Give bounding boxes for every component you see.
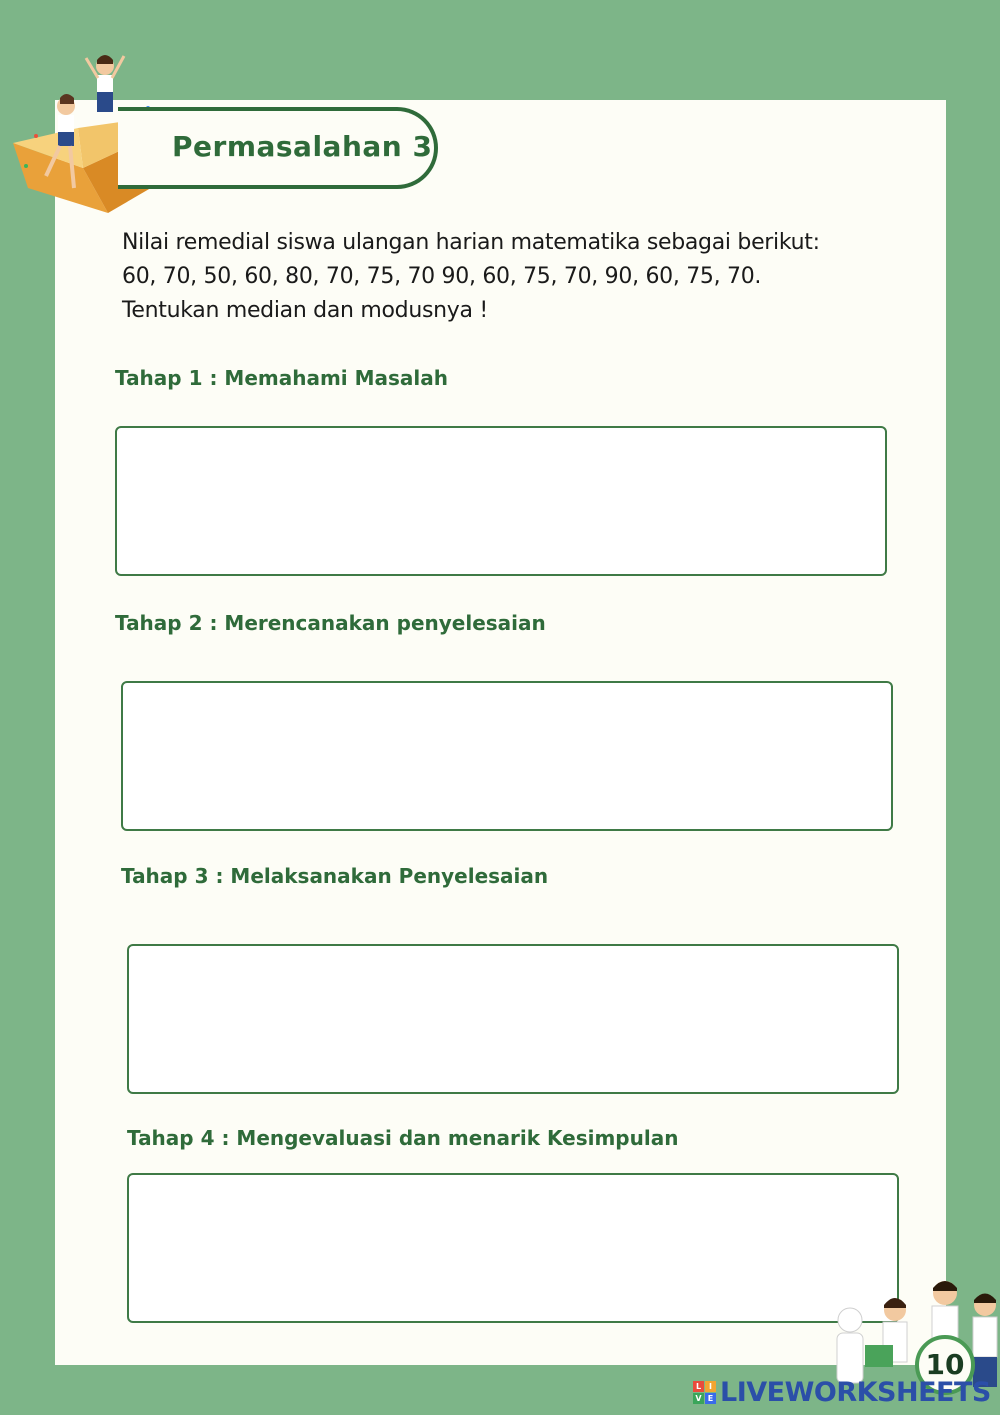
- liveworksheets-logo-text: LIVEWORKSHEETS: [720, 1376, 991, 1408]
- step-1-heading: Tahap 1 : Memahami Masalah: [115, 366, 448, 390]
- liveworksheets-logo: [693, 1377, 991, 1407]
- step-3-answer-box[interactable]: [127, 944, 899, 1094]
- liveworksheets-logo-grid: L I V E: [693, 1381, 716, 1404]
- step-2-answer-box[interactable]: [121, 681, 893, 831]
- problem-line-2: 60, 70, 50, 60, 80, 70, 75, 70 90, 60, 75, 70, 90, 60, 75, 70.: [122, 264, 762, 289]
- step-2-heading: Tahap 2 : Merencanakan penyelesaian: [115, 611, 546, 635]
- page-title: Permasalahan 3: [172, 130, 433, 163]
- step-4-heading: Tahap 4 : Mengevaluasi dan menarik Kesimpulan: [127, 1126, 679, 1150]
- problem-line-3: Tentukan median dan modusnya !: [122, 298, 488, 323]
- problem-line-1: Nilai remedial siswa ulangan harian matematika sebagai berikut:: [122, 230, 820, 255]
- problem-statement: [122, 226, 912, 328]
- step-4-answer-box[interactable]: [127, 1173, 899, 1323]
- page-number-badge: 10: [915, 1335, 975, 1395]
- step-3-heading: Tahap 3 : Melaksanakan Penyelesaian: [121, 864, 549, 888]
- step-1-answer-box[interactable]: [115, 426, 887, 576]
